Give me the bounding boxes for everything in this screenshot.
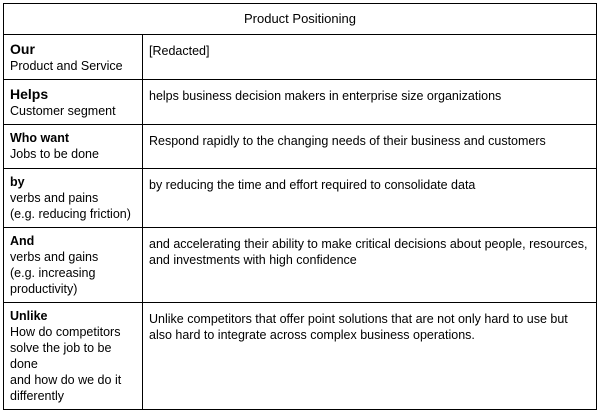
row-competitors [4, 303, 597, 410]
row-value: by reducing the time and effort required to consolidate data [149, 178, 476, 192]
row-key-cell [4, 125, 143, 169]
row-key-cell [4, 169, 143, 228]
row-value: Unlike competitors that offer point solutions that are not only hard to use but also hard to integrate across complex business operations. [149, 312, 568, 342]
row-jobs [4, 125, 597, 169]
row-key: Who want [10, 131, 70, 145]
row-value: [Redacted] [149, 44, 210, 58]
row-key: Our [10, 41, 35, 57]
row-key-cell [4, 35, 143, 80]
row-value: helps business decision makers in enterprise size organizations [149, 89, 502, 103]
row-gains [4, 228, 597, 303]
table-title: Product Positioning [4, 4, 597, 35]
row-key: by [10, 175, 25, 189]
positioning-table [3, 3, 597, 410]
row-key: Unlike [10, 309, 48, 323]
row-key-cell [4, 303, 143, 410]
row-value: and accelerating their ability to make critical decisions about people, resources, and investments with high confidence [149, 237, 588, 267]
row-value: Respond rapidly to the changing needs of their business and customers [149, 134, 546, 148]
row-value-cell [143, 169, 597, 228]
row-subtitle: How do competitors solve the job to be done and how do we do it differently [10, 325, 122, 403]
row-value-cell [143, 228, 597, 303]
row-key: And [10, 234, 35, 248]
row-key-cell [4, 80, 143, 125]
row-value-cell [143, 303, 597, 410]
row-value-cell [143, 125, 597, 169]
row-value-cell [143, 80, 597, 125]
row-pains [4, 169, 597, 228]
row-subtitle: verbs and pains (e.g. reducing friction) [10, 191, 131, 221]
row-subtitle: verbs and gains (e.g. increasing productivity) [10, 250, 99, 296]
row-key-cell [4, 228, 143, 303]
row-subtitle: Product and Service [10, 59, 123, 73]
row-product [4, 35, 597, 80]
row-subtitle: Jobs to be done [10, 147, 99, 161]
row-key: Helps [10, 86, 49, 102]
row-value-cell [143, 35, 597, 80]
row-subtitle: Customer segment [10, 104, 116, 118]
row-customer-segment [4, 80, 597, 125]
title-row [4, 4, 597, 35]
